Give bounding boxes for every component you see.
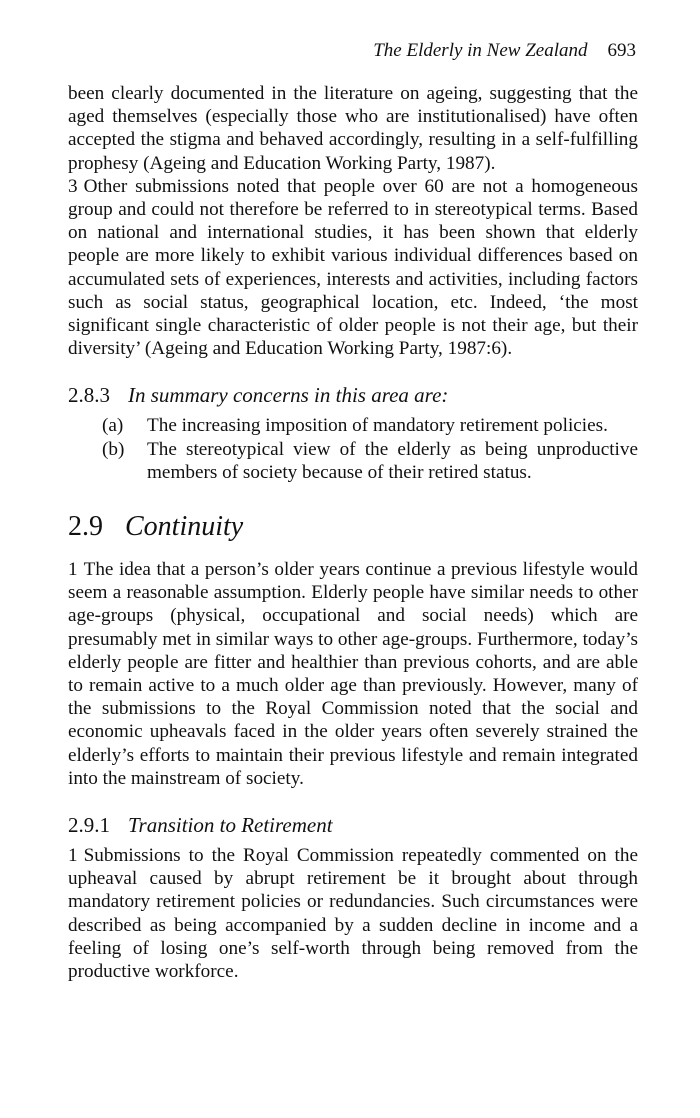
subsection-heading-2-8-3 (68, 382, 638, 408)
section-title: Continuity (125, 511, 244, 543)
paragraph-number: 1 (68, 845, 78, 867)
running-head-title: The Elderly in New Zealand (373, 40, 588, 61)
paragraph-3 (68, 175, 638, 361)
list-item (102, 438, 638, 484)
list-item (102, 414, 638, 437)
section-number: 2.9 (68, 511, 103, 543)
paragraph-number: 1 (68, 559, 78, 581)
list-item-text: The increasing imposition of mandatory retirement policies. (147, 415, 608, 437)
subsection-title: In summary concerns in this area are: (128, 383, 449, 408)
list-item-text: The stereotypical view of the elderly as being unproductive members of society because of their retired status. (147, 438, 638, 483)
book-page (68, 38, 638, 983)
paragraph-transition-1 (68, 844, 638, 983)
page-number: 693 (607, 40, 636, 61)
subsection-title: Transition to Retirement (128, 813, 333, 838)
paragraph-text: Other submissions noted that people over 60 are not a homogeneous group and could not therefore be referred to in stereotypical terms. Based on national and international studies, it has been shown that elderly people are more likely to exhibit various individual differences based on accumulated sets of experiences, interests and activities, including factors such as social status, geographical location, etc. Indeed, ‘the most significant single characteristic of older people is not their age, but their diversity’ (Ageing and Education Working Party, 1987:6). (68, 175, 638, 360)
list-item-label: (b) (102, 438, 125, 460)
paragraph-text: Submissions to the Royal Commission repeatedly commented on the upheaval caused by abrupt retirement be it brought about through mandatory retirement policies or redundancies. Such circumstances were described as being accompanied by a sudden decline in income and a feeling of losing one’s self-worth through being removed from the productive workforce. (68, 845, 638, 983)
paragraph-continued: been clearly documented in the literature on ageing, suggesting that the aged themselves (especially those who are institutionalised) have often accepted the stigma and behaved accordingly, resulting in a self-fulfilling prophesy (Ageing and Education Working Party, 1987). (68, 83, 638, 174)
subsection-heading-2-9-1 (68, 812, 638, 838)
paragraph-text: The idea that a person’s older years continue a previous lifestyle would seem a reasonable assumption. Elderly people have similar needs to other age-groups (physical, occupational and social needs) which are presumably met in similar ways to other age-groups. Furthermore, today’s elderly people are fitter and healthier than previous cohorts, and are able to remain active to a much older age than previously. However, many of the submissions to the Royal Commission noted that the social and economic upheavals faced in the older years often severely strained the elderly’s efforts to maintain their previous lifestyle and remain integrated into the mainstream of society. (68, 559, 638, 789)
running-head (68, 38, 636, 64)
summary-list (102, 414, 638, 484)
paragraph-continuity-1 (68, 558, 638, 790)
list-item-label: (a) (102, 415, 124, 437)
subsection-number: 2.8.3 (68, 383, 110, 408)
subsection-number: 2.9.1 (68, 813, 110, 838)
paragraph-number: 3 (68, 175, 78, 197)
section-heading-2-9 (68, 510, 638, 544)
